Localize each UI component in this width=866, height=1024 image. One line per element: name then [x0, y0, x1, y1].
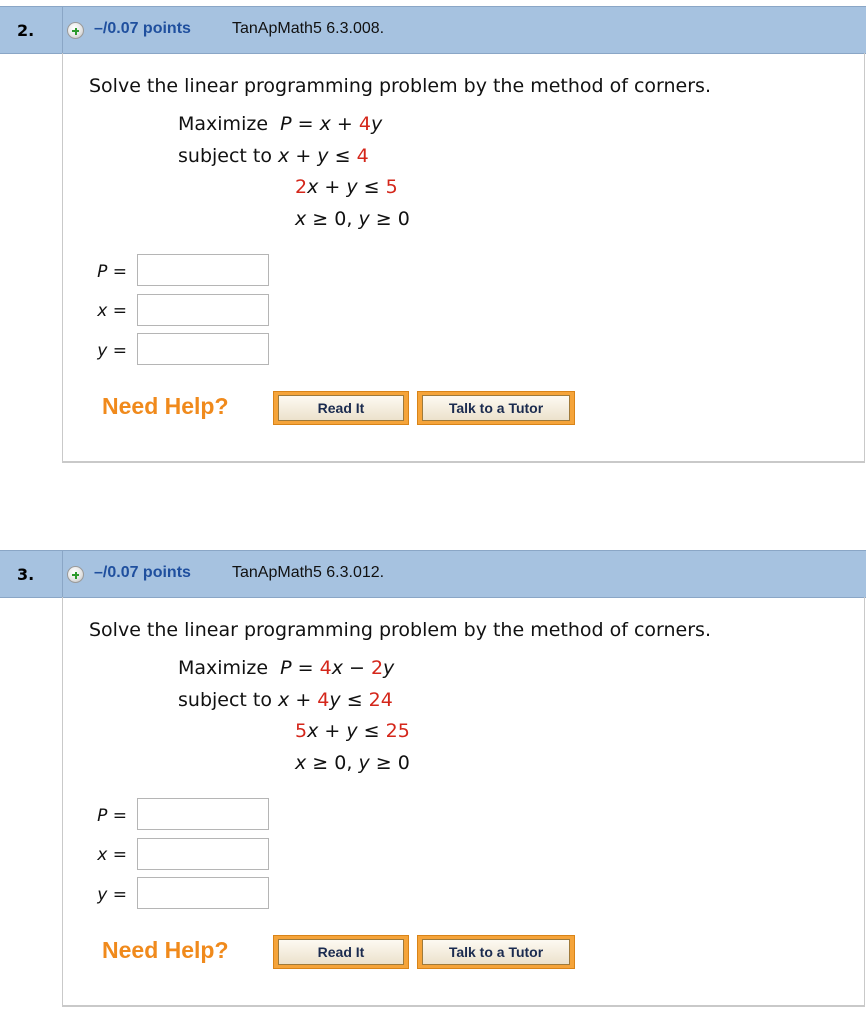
question-header [0, 6, 866, 54]
answer-label-x: x = [97, 301, 127, 321]
answer-label-p: P = [97, 806, 127, 826]
constraint-coef-b: 4 [317, 689, 330, 711]
constraint-coef-a: 2 [295, 176, 308, 198]
objective-var-2: y [370, 113, 383, 135]
objective-line [178, 113, 382, 135]
objective-coef-1: 4 [319, 657, 332, 679]
read-it-button-label: Read It [278, 395, 404, 421]
question-body [62, 53, 865, 463]
constraint-rel: ≤ [346, 689, 363, 711]
constraint-rhs: 4 [356, 145, 369, 167]
constraint-var-b: y [346, 176, 358, 198]
question-2 [0, 6, 866, 464]
objective-var: P [280, 657, 292, 679]
question-header [0, 550, 866, 598]
constraint-var-b: y [346, 720, 358, 742]
objective-op: − [348, 657, 365, 679]
question-number-cell [0, 551, 63, 597]
answer-label-p: P = [97, 262, 127, 282]
constraint-var-b: y [358, 208, 370, 230]
constraint-2 [295, 720, 410, 742]
answer-input-p[interactable] [137, 254, 269, 286]
constraint-var-a: x [307, 176, 319, 198]
question-number: 2. [17, 21, 35, 40]
read-it-button-label: Read It [278, 939, 404, 965]
objective-var-1: x [319, 113, 331, 135]
constraint-var-a: x [278, 689, 290, 711]
expand-plus-icon[interactable] [67, 22, 84, 39]
question-points: –/0.07 points [94, 564, 191, 581]
constraint-op: + [295, 145, 312, 167]
talk-to-tutor-button[interactable] [417, 935, 575, 969]
constraint-op: + [324, 176, 341, 198]
constraint-2 [295, 176, 398, 198]
constraint-rel-a: ≥ 0, [312, 752, 353, 774]
constraint-rhs: 24 [368, 689, 393, 711]
constraint-rel: ≤ [334, 145, 351, 167]
constraint-var-a: x [295, 208, 307, 230]
answer-input-x[interactable] [137, 838, 269, 870]
constraint-var-a: x [307, 720, 319, 742]
objective-op: + [336, 113, 353, 135]
question-points: –/0.07 points [94, 20, 191, 37]
constraint-1 [178, 689, 393, 711]
constraint-rel: ≤ [363, 720, 380, 742]
constraint-var-b: y [329, 689, 341, 711]
objective-coef-2: 2 [370, 657, 384, 679]
constraint-coef-a: 5 [295, 720, 308, 742]
objective-eq: = [297, 657, 314, 679]
constraint-rel-a: ≥ 0, [312, 208, 353, 230]
constraint-var-a: x [295, 752, 307, 774]
answer-input-x[interactable] [137, 294, 269, 326]
answer-input-y[interactable] [137, 333, 269, 365]
question-number: 3. [17, 565, 35, 584]
constraint-rhs: 25 [385, 720, 410, 742]
constraint-word: subject to [178, 689, 272, 711]
constraint-rel: ≤ [363, 176, 380, 198]
objective-var: P [280, 113, 292, 135]
objective-var-2: y [383, 657, 395, 679]
question-prompt: Solve the linear programming problem by the method of corners. [89, 75, 711, 97]
constraint-1 [178, 145, 369, 167]
answer-label-x: x = [97, 845, 127, 865]
constraint-rhs: 5 [385, 176, 398, 198]
question-prompt: Solve the linear programming problem by the method of corners. [89, 619, 711, 641]
expand-plus-icon[interactable] [67, 566, 84, 583]
constraint-var-b: y [317, 145, 329, 167]
constraint-rel-b: ≥ 0 [375, 208, 410, 230]
objective-word: Maximize [178, 113, 269, 135]
talk-to-tutor-button-label: Talk to a Tutor [422, 939, 570, 965]
question-reference: TanApMath5 6.3.008. [232, 20, 385, 37]
constraint-3 [295, 208, 410, 230]
objective-eq: = [297, 113, 314, 135]
need-help-label: Need Help? [102, 937, 229, 963]
objective-coef-2: 4 [358, 113, 371, 135]
question-number-cell [0, 7, 63, 53]
read-it-button[interactable] [273, 935, 409, 969]
question-3 [0, 550, 866, 1008]
constraint-op: + [324, 720, 341, 742]
constraint-word: subject to [178, 145, 272, 167]
constraint-op: + [295, 689, 312, 711]
answer-label-y: y = [97, 885, 127, 905]
need-help-label: Need Help? [102, 393, 229, 419]
constraint-3 [295, 752, 410, 774]
objective-word: Maximize [178, 657, 269, 679]
answer-input-y[interactable] [137, 877, 269, 909]
objective-line [178, 657, 394, 679]
constraint-rel-b: ≥ 0 [375, 752, 410, 774]
read-it-button[interactable] [273, 391, 409, 425]
constraint-var-b: y [358, 752, 370, 774]
question-reference: TanApMath5 6.3.012. [232, 564, 385, 581]
objective-var-1: x [331, 657, 343, 679]
question-body [62, 597, 865, 1007]
talk-to-tutor-button-label: Talk to a Tutor [422, 395, 570, 421]
talk-to-tutor-button[interactable] [417, 391, 575, 425]
answer-input-p[interactable] [137, 798, 269, 830]
constraint-var-a: x [278, 145, 290, 167]
answer-label-y: y = [97, 341, 127, 361]
